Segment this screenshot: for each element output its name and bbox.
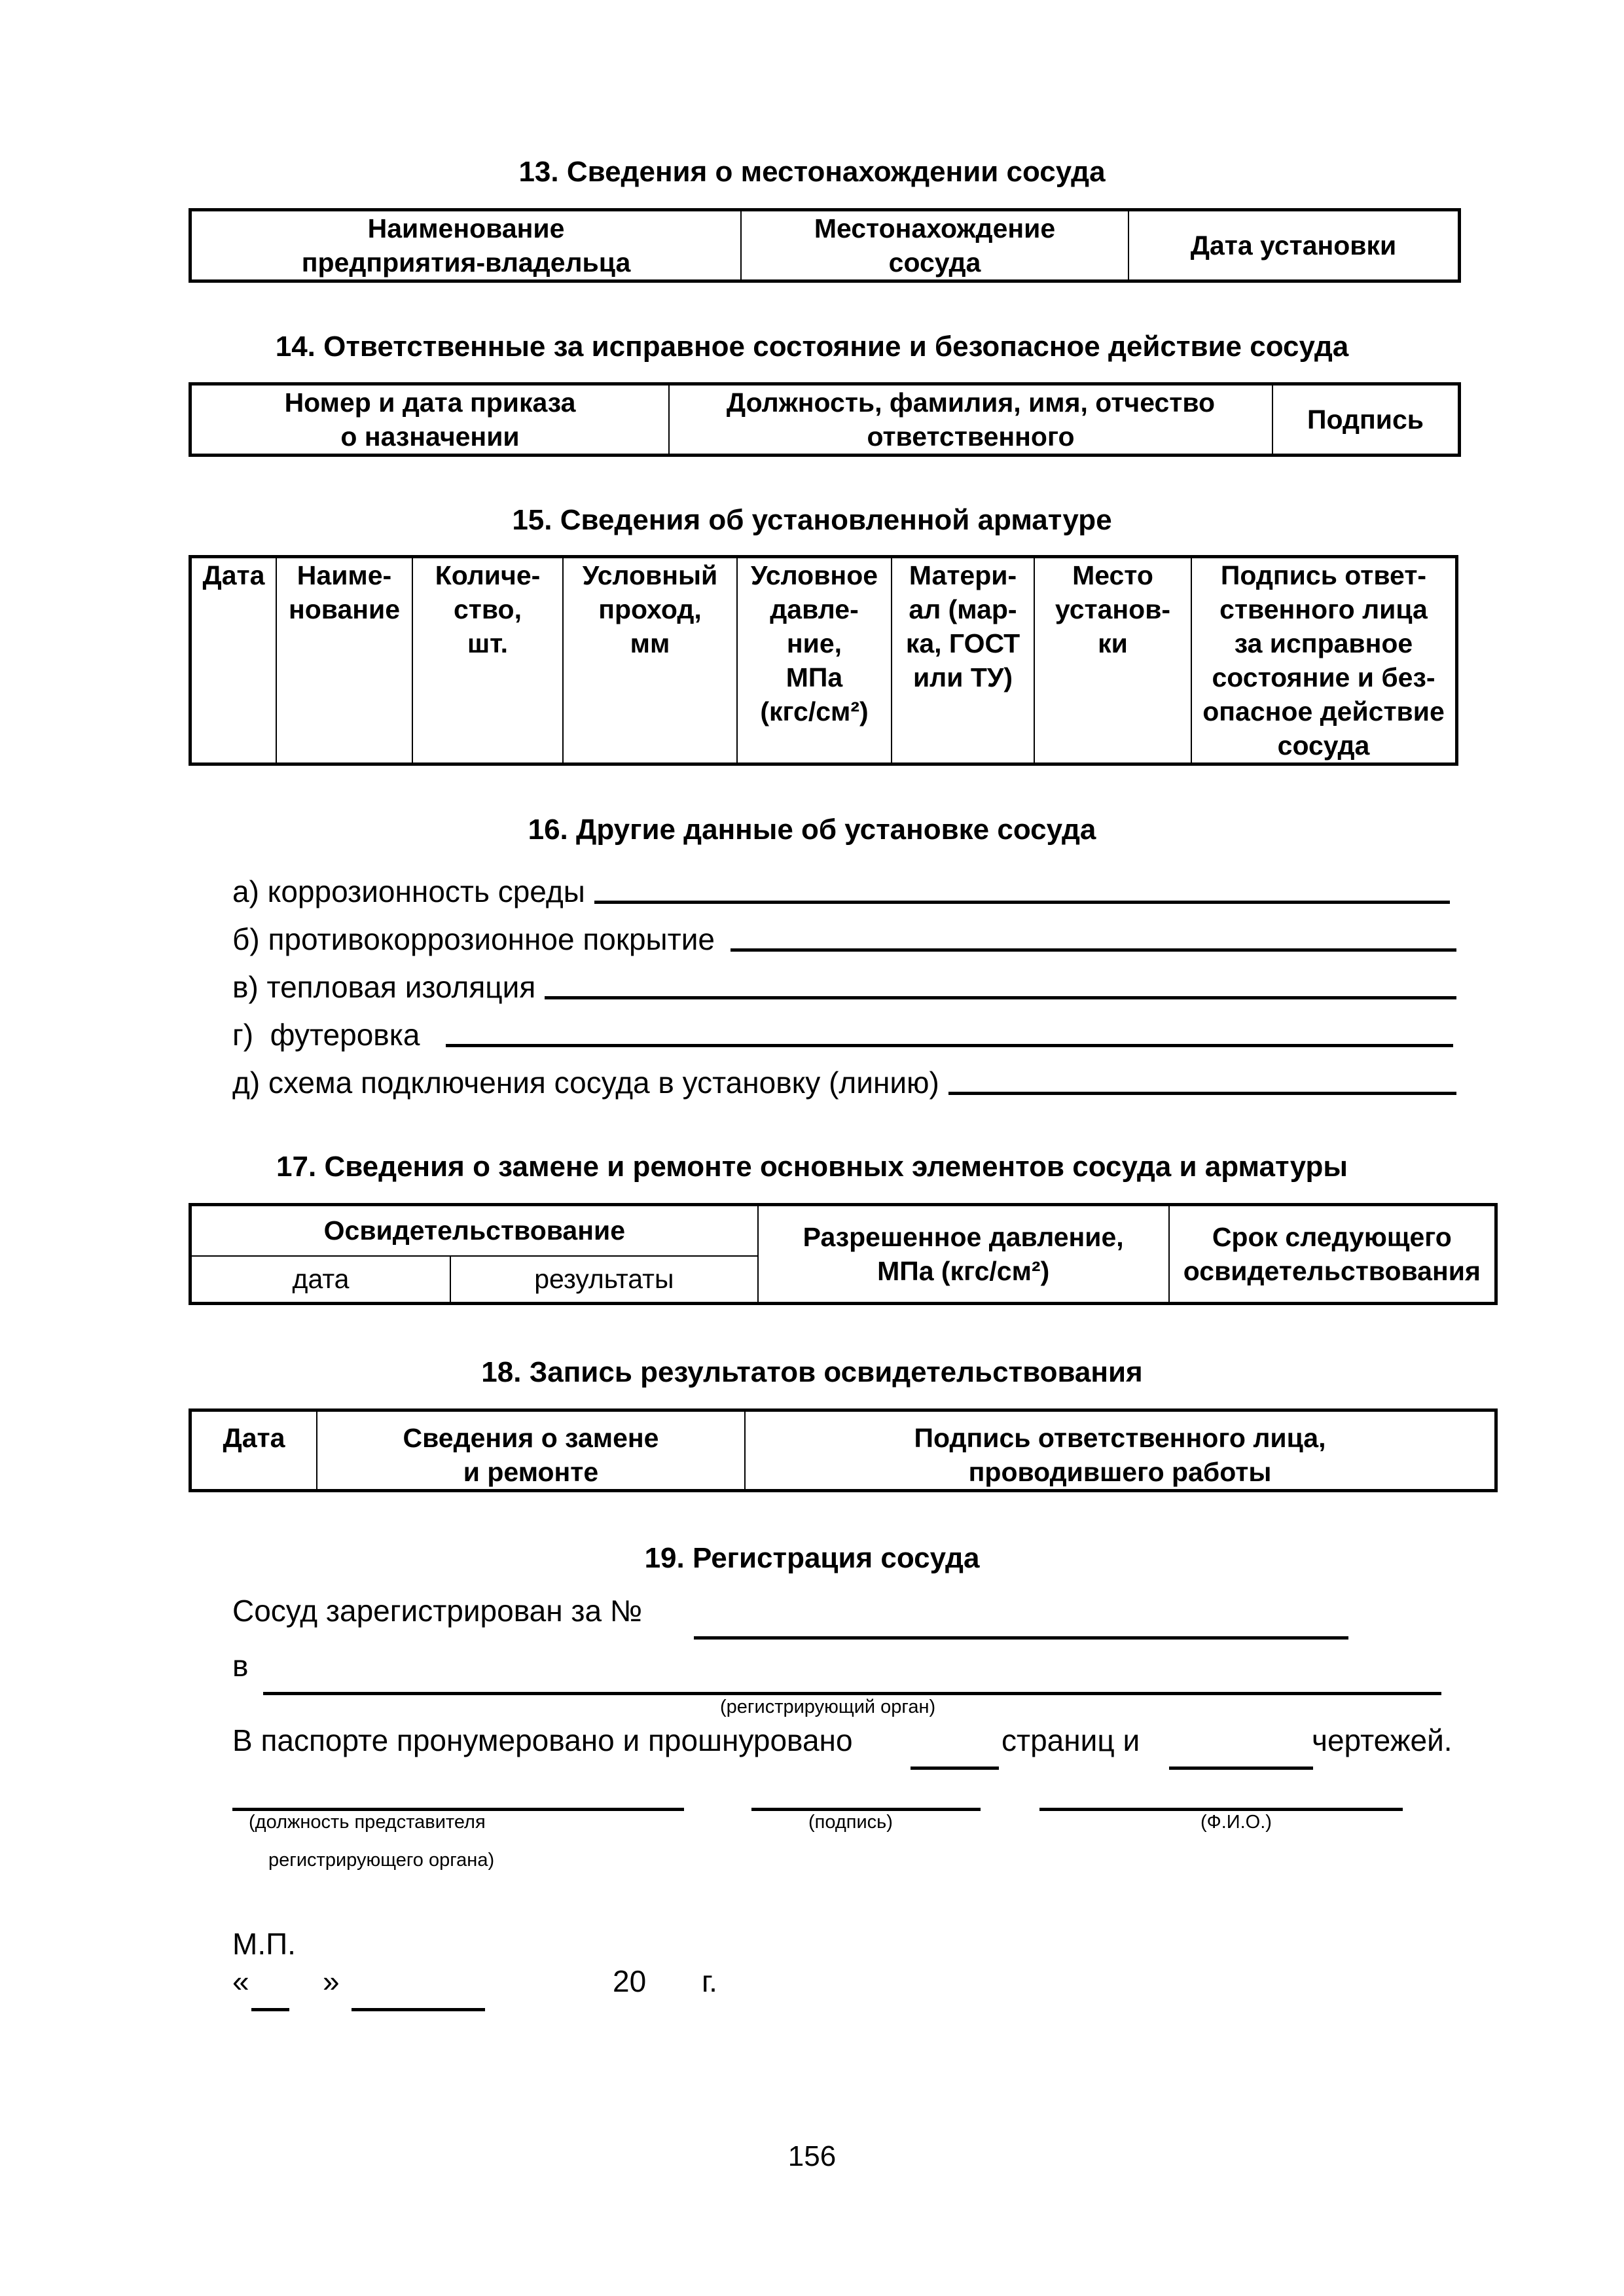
col-responsible-signature: Подпись ответ- ственного лица за исправное состояние и без- опасное действие сосуда <box>1191 557 1457 764</box>
col-install-date: Дата установки <box>1128 210 1460 281</box>
signature-caption: (подпись) <box>808 1812 893 1833</box>
section-18-title: 18. Запись результатов освидетельствования <box>481 1356 1143 1388</box>
authority-caption: (регистрирующий орган) <box>720 1696 936 1717</box>
col-install-place: Место установ- ки <box>1034 557 1191 764</box>
col-signature: Подпись <box>1272 384 1460 456</box>
location-table <box>189 208 1461 283</box>
col-permitted-pressure: Разрешенное давление, МПа (кгс/см²) <box>758 1205 1169 1304</box>
section-17-title: 17. Сведения о замене и ремонте основных элементов сосуда и арматуры <box>276 1151 1348 1183</box>
col-date: Дата <box>190 1410 317 1491</box>
connection-scheme-field[interactable] <box>948 1092 1456 1095</box>
day-field[interactable] <box>251 2008 289 2011</box>
stamp-label: М.П. <box>232 1927 296 1961</box>
fittings-table <box>189 555 1458 766</box>
drawings-count-field[interactable] <box>1169 1767 1313 1770</box>
registered-label: Сосуд зарегистрирован за № <box>232 1594 643 1628</box>
pages-count-field[interactable] <box>911 1767 999 1770</box>
col-inspection-date: дата <box>190 1256 451 1304</box>
col-material: Матери- ал (мар- ка, ГОСТ или ТУ) <box>892 557 1034 764</box>
registration-number-field[interactable] <box>694 1636 1348 1640</box>
passport-text-1: В паспорте пронумеровано и прошнуровано <box>232 1723 853 1757</box>
col-responsible-person: Должность, фамилия, имя, отчество ответственного <box>669 384 1272 456</box>
col-works-signature: Подпись ответственного лица, проводившего работы <box>745 1410 1496 1491</box>
col-nominal-bore: Условный проход, мм <box>563 557 737 764</box>
section-19-title: 19. Регистрация сосуда <box>644 1542 980 1574</box>
date-suffix: г. <box>702 1964 717 1998</box>
col-inspection-group: Освидетельствование <box>190 1205 758 1256</box>
coating-row: б) противокоррозионное покрытие <box>232 922 1456 957</box>
full-name-caption: (Ф.И.О.) <box>1200 1812 1272 1833</box>
section-13-title: 13. Сведения о местонахождении сосуда <box>518 156 1106 188</box>
signature-field[interactable] <box>751 1808 981 1811</box>
col-order: Номер и дата приказа о назначении <box>190 384 670 456</box>
month-field[interactable] <box>352 2008 485 2011</box>
page-number: 156 <box>787 2140 837 2172</box>
inspection-results-table <box>189 1408 1498 1492</box>
coating-field[interactable] <box>731 948 1456 952</box>
col-next-inspection: Срок следующего освидетельствования <box>1169 1205 1496 1304</box>
col-inspection-results: результаты <box>450 1256 758 1304</box>
position-caption-line-2: регистрирующего органа) <box>268 1850 495 1871</box>
section-16-title: 16. Другие данные об установке сосуда <box>528 814 1096 846</box>
registering-authority-field[interactable] <box>263 1692 1441 1695</box>
section-14-title: 14. Ответственные за исправное состояние и безопасное действие сосуда <box>275 331 1349 363</box>
full-name-field[interactable] <box>1039 1808 1403 1811</box>
insulation-row: в) тепловая изоляция <box>232 969 1456 1005</box>
lining-field[interactable] <box>446 1044 1453 1047</box>
col-location: Местонахождение сосуда <box>741 210 1128 281</box>
col-owner-name: Наименование предприятия-владельца <box>190 210 742 281</box>
corrosivity-field[interactable] <box>594 901 1450 904</box>
col-nominal-pressure: Условное давле- ние, МПа (кгс/см²) <box>737 557 892 764</box>
date-close-quote: » <box>323 1964 340 1998</box>
in-label: в <box>232 1649 249 1683</box>
col-quantity: Количе- ство, шт. <box>412 557 563 764</box>
representative-position-field[interactable] <box>232 1808 684 1811</box>
passport-text-2: страниц и <box>1001 1723 1140 1757</box>
section-15-title: 15. Сведения об установленной арматуре <box>512 504 1112 536</box>
position-caption: (должность представителя <box>249 1812 486 1833</box>
col-repair-info: Сведения о замене и ремонте <box>317 1410 745 1491</box>
repair-table <box>189 1203 1498 1305</box>
date-century: 20 <box>613 1964 647 1998</box>
col-name: Наиме- нование <box>276 557 412 764</box>
corrosivity-row: а) коррозионность среды <box>232 874 1450 909</box>
date-open-quote: « <box>232 1964 249 1998</box>
insulation-field[interactable] <box>545 996 1456 999</box>
connection-scheme-row: д) схема подключения сосуда в установку (линию) <box>232 1065 1456 1100</box>
responsible-table <box>189 382 1461 457</box>
passport-text-3: чертежей. <box>1312 1723 1453 1757</box>
lining-row: г) футеровка <box>232 1017 1453 1052</box>
col-date: Дата <box>190 557 277 764</box>
